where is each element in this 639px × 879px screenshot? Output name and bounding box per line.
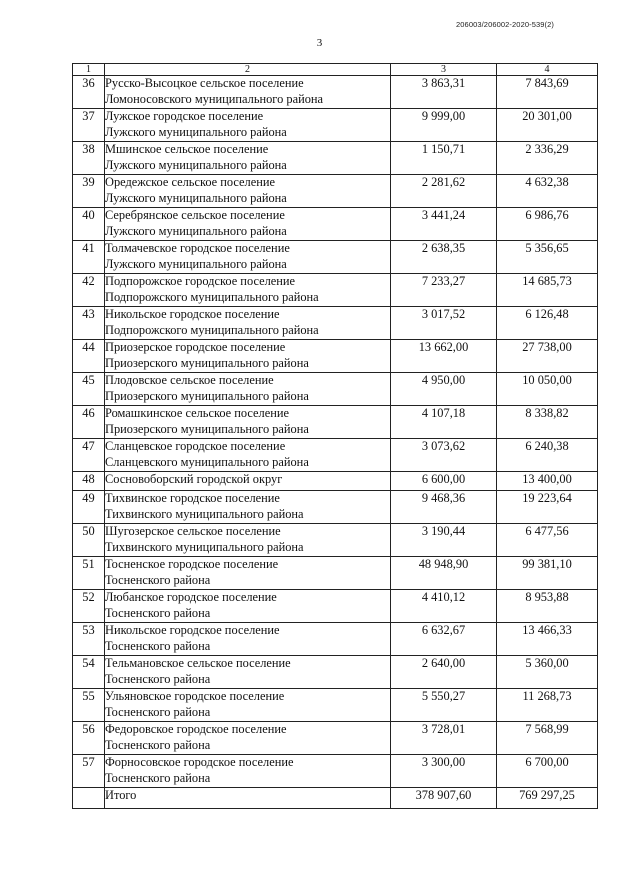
table-row bbox=[73, 175, 598, 208]
table-row bbox=[73, 241, 598, 274]
settlement-name-line-2: Приозерского муниципального района bbox=[105, 421, 309, 436]
settlement-name-line-2: Лужского муниципального района bbox=[105, 256, 287, 271]
table-row bbox=[73, 142, 598, 175]
value-column-4: 8 953,88 bbox=[497, 590, 598, 623]
total-row-number bbox=[73, 788, 105, 809]
total-value-column-4: 769 297,25 bbox=[497, 788, 598, 809]
row-number: 47 bbox=[73, 439, 105, 472]
value-column-3: 3 728,01 bbox=[391, 722, 497, 755]
value-column-3: 9 999,00 bbox=[391, 109, 497, 142]
settlement-name-line-2: Тосненского района bbox=[105, 638, 211, 653]
settlement-name-line-1: Серебрянское сельское поселение bbox=[105, 208, 285, 222]
settlement-name bbox=[105, 373, 391, 406]
value-column-3: 7 233,27 bbox=[391, 274, 497, 307]
value-column-3: 9 468,36 bbox=[391, 491, 497, 524]
column-header-3: 3 bbox=[391, 64, 497, 76]
row-number: 48 bbox=[73, 472, 105, 491]
settlement-name-line-2: Тосненского района bbox=[105, 572, 211, 587]
table-row bbox=[73, 755, 598, 788]
column-header-2: 2 bbox=[105, 64, 391, 76]
column-header-4: 4 bbox=[497, 64, 598, 76]
row-number: 49 bbox=[73, 491, 105, 524]
settlement-name bbox=[105, 208, 391, 241]
table-row bbox=[73, 722, 598, 755]
row-number: 46 bbox=[73, 406, 105, 439]
settlement-name-line-1: Сосновоборский городской округ bbox=[105, 472, 283, 486]
settlement-name-line-2: Тихвинского муниципального района bbox=[105, 506, 304, 521]
value-column-3: 3 300,00 bbox=[391, 755, 497, 788]
settlement-name-line-1: Плодовское сельское поселение bbox=[105, 373, 274, 387]
total-value-column-3: 378 907,60 bbox=[391, 788, 497, 809]
total-label: Итого bbox=[105, 788, 391, 809]
settlement-name bbox=[105, 406, 391, 439]
table-row bbox=[73, 557, 598, 590]
settlement-name-line-2: Сланцевского муниципального района bbox=[105, 454, 309, 469]
table-row bbox=[73, 689, 598, 722]
value-column-4: 99 381,10 bbox=[497, 557, 598, 590]
value-column-3: 2 281,62 bbox=[391, 175, 497, 208]
row-number: 42 bbox=[73, 274, 105, 307]
settlement-name bbox=[105, 241, 391, 274]
row-number: 53 bbox=[73, 623, 105, 656]
settlement-name bbox=[105, 755, 391, 788]
value-column-4: 6 240,38 bbox=[497, 439, 598, 472]
settlement-name-line-1: Ульяновское городское поселение bbox=[105, 689, 285, 703]
settlement-name bbox=[105, 557, 391, 590]
table-row bbox=[73, 491, 598, 524]
table-row bbox=[73, 340, 598, 373]
row-number: 39 bbox=[73, 175, 105, 208]
settlement-name-line-1: Тихвинское городское поселение bbox=[105, 491, 280, 505]
settlement-name-line-1: Приозерское городское поселение bbox=[105, 340, 286, 354]
value-column-4: 13 466,33 bbox=[497, 623, 598, 656]
table-row bbox=[73, 373, 598, 406]
value-column-4: 14 685,73 bbox=[497, 274, 598, 307]
settlement-name-line-1: Сланцевское городское поселение bbox=[105, 439, 286, 453]
settlement-name bbox=[105, 472, 391, 491]
row-number: 54 bbox=[73, 656, 105, 689]
value-column-3: 2 638,35 bbox=[391, 241, 497, 274]
settlement-name-line-2: Лужского муниципального района bbox=[105, 223, 287, 238]
row-number: 52 bbox=[73, 590, 105, 623]
settlement-name-line-1: Лужское городское поселение bbox=[105, 109, 264, 123]
row-number: 38 bbox=[73, 142, 105, 175]
row-number: 51 bbox=[73, 557, 105, 590]
settlement-name bbox=[105, 689, 391, 722]
settlement-name-line-2: Лужского муниципального района bbox=[105, 124, 287, 139]
row-number: 37 bbox=[73, 109, 105, 142]
value-column-4: 7 568,99 bbox=[497, 722, 598, 755]
row-number: 55 bbox=[73, 689, 105, 722]
table-row bbox=[73, 656, 598, 689]
value-column-3: 3 190,44 bbox=[391, 524, 497, 557]
total-row bbox=[73, 788, 598, 809]
value-column-3: 3 017,52 bbox=[391, 307, 497, 340]
settlement-name-line-1: Никольское городское поселение bbox=[105, 307, 280, 321]
settlement-name-line-1: Мшинское сельское поселение bbox=[105, 142, 269, 156]
value-column-4: 10 050,00 bbox=[497, 373, 598, 406]
value-column-3: 48 948,90 bbox=[391, 557, 497, 590]
table-row bbox=[73, 439, 598, 472]
value-column-3: 6 632,67 bbox=[391, 623, 497, 656]
settlement-name bbox=[105, 524, 391, 557]
row-number: 36 bbox=[73, 76, 105, 109]
document-id: 206003/206002-2020-539(2) bbox=[456, 20, 554, 29]
value-column-3: 4 410,12 bbox=[391, 590, 497, 623]
table-row bbox=[73, 307, 598, 340]
value-column-4: 8 338,82 bbox=[497, 406, 598, 439]
table-row bbox=[73, 590, 598, 623]
value-column-3: 13 662,00 bbox=[391, 340, 497, 373]
settlement-name bbox=[105, 340, 391, 373]
settlement-name-line-2: Тосненского района bbox=[105, 704, 211, 719]
table-row bbox=[73, 109, 598, 142]
settlement-name-line-2: Подпорожского муниципального района bbox=[105, 289, 319, 304]
settlement-name bbox=[105, 175, 391, 208]
row-number: 56 bbox=[73, 722, 105, 755]
row-number: 41 bbox=[73, 241, 105, 274]
column-header-1: 1 bbox=[73, 64, 105, 76]
table-row bbox=[73, 524, 598, 557]
settlement-name bbox=[105, 274, 391, 307]
value-column-3: 4 107,18 bbox=[391, 406, 497, 439]
value-column-4: 19 223,64 bbox=[497, 491, 598, 524]
settlement-name-line-1: Федоровское городское поселение bbox=[105, 722, 287, 736]
table-row bbox=[73, 274, 598, 307]
value-column-3: 3 863,31 bbox=[391, 76, 497, 109]
value-column-3: 6 600,00 bbox=[391, 472, 497, 491]
settlement-name-line-2: Подпорожского муниципального района bbox=[105, 322, 319, 337]
settlement-name bbox=[105, 307, 391, 340]
row-number: 44 bbox=[73, 340, 105, 373]
settlement-name bbox=[105, 142, 391, 175]
row-number: 45 bbox=[73, 373, 105, 406]
settlement-name-line-1: Подпорожское городское поселение bbox=[105, 274, 296, 288]
settlement-name-line-1: Любанское городское поселение bbox=[105, 590, 277, 604]
settlement-name bbox=[105, 439, 391, 472]
settlement-name-line-2: Тихвинского муниципального района bbox=[105, 539, 304, 554]
settlement-name-line-2: Тосненского района bbox=[105, 737, 211, 752]
settlement-name-line-1: Форносовское городское поселение bbox=[105, 755, 294, 769]
value-column-3: 2 640,00 bbox=[391, 656, 497, 689]
value-column-3: 5 550,27 bbox=[391, 689, 497, 722]
row-number: 43 bbox=[73, 307, 105, 340]
value-column-3: 4 950,00 bbox=[391, 373, 497, 406]
value-column-4: 6 986,76 bbox=[497, 208, 598, 241]
settlement-name-line-1: Шугозерское сельское поселение bbox=[105, 524, 281, 538]
table-header-row bbox=[73, 64, 598, 76]
value-column-4: 6 477,56 bbox=[497, 524, 598, 557]
settlement-name-line-1: Ромашкинское сельское поселение bbox=[105, 406, 290, 420]
settlement-name bbox=[105, 76, 391, 109]
settlement-name-line-2: Тосненского района bbox=[105, 605, 211, 620]
value-column-4: 5 360,00 bbox=[497, 656, 598, 689]
value-column-4: 6 700,00 bbox=[497, 755, 598, 788]
settlement-name bbox=[105, 109, 391, 142]
table-row bbox=[73, 208, 598, 241]
settlement-name-line-1: Оредежское сельское поселение bbox=[105, 175, 276, 189]
value-column-4: 20 301,00 bbox=[497, 109, 598, 142]
table-row bbox=[73, 406, 598, 439]
page-number: 3 bbox=[316, 37, 323, 49]
value-column-3: 3 441,24 bbox=[391, 208, 497, 241]
row-number: 57 bbox=[73, 755, 105, 788]
settlement-name bbox=[105, 623, 391, 656]
allocation-table bbox=[72, 63, 598, 809]
settlement-name-line-2: Ломоносовского муниципального района bbox=[105, 91, 324, 106]
settlement-name-line-2: Лужского муниципального района bbox=[105, 157, 287, 172]
row-number: 40 bbox=[73, 208, 105, 241]
value-column-4: 13 400,00 bbox=[497, 472, 598, 491]
value-column-4: 4 632,38 bbox=[497, 175, 598, 208]
settlement-name-line-2: Приозерского муниципального района bbox=[105, 388, 309, 403]
settlement-name-line-1: Никольское городское поселение bbox=[105, 623, 280, 637]
table-row bbox=[73, 472, 598, 491]
settlement-name bbox=[105, 722, 391, 755]
settlement-name-line-2: Приозерского муниципального района bbox=[105, 355, 309, 370]
settlement-name-line-2: Лужского муниципального района bbox=[105, 190, 287, 205]
table-row bbox=[73, 76, 598, 109]
table-row bbox=[73, 623, 598, 656]
settlement-name bbox=[105, 656, 391, 689]
settlement-name bbox=[105, 590, 391, 623]
value-column-4: 27 738,00 bbox=[497, 340, 598, 373]
value-column-3: 1 150,71 bbox=[391, 142, 497, 175]
value-column-3: 3 073,62 bbox=[391, 439, 497, 472]
settlement-name bbox=[105, 491, 391, 524]
value-column-4: 11 268,73 bbox=[497, 689, 598, 722]
settlement-name-line-1: Русско-Высоцкое сельское поселение bbox=[105, 76, 304, 90]
settlement-name-line-1: Тосненское городское поселение bbox=[105, 557, 279, 571]
value-column-4: 2 336,29 bbox=[497, 142, 598, 175]
settlement-name-line-1: Толмачевское городское поселение bbox=[105, 241, 290, 255]
value-column-4: 7 843,69 bbox=[497, 76, 598, 109]
settlement-name-line-2: Тосненского района bbox=[105, 671, 211, 686]
row-number: 50 bbox=[73, 524, 105, 557]
value-column-4: 5 356,65 bbox=[497, 241, 598, 274]
value-column-4: 6 126,48 bbox=[497, 307, 598, 340]
settlement-name-line-2: Тосненского района bbox=[105, 770, 211, 785]
settlement-name-line-1: Тельмановское сельское поселение bbox=[105, 656, 291, 670]
